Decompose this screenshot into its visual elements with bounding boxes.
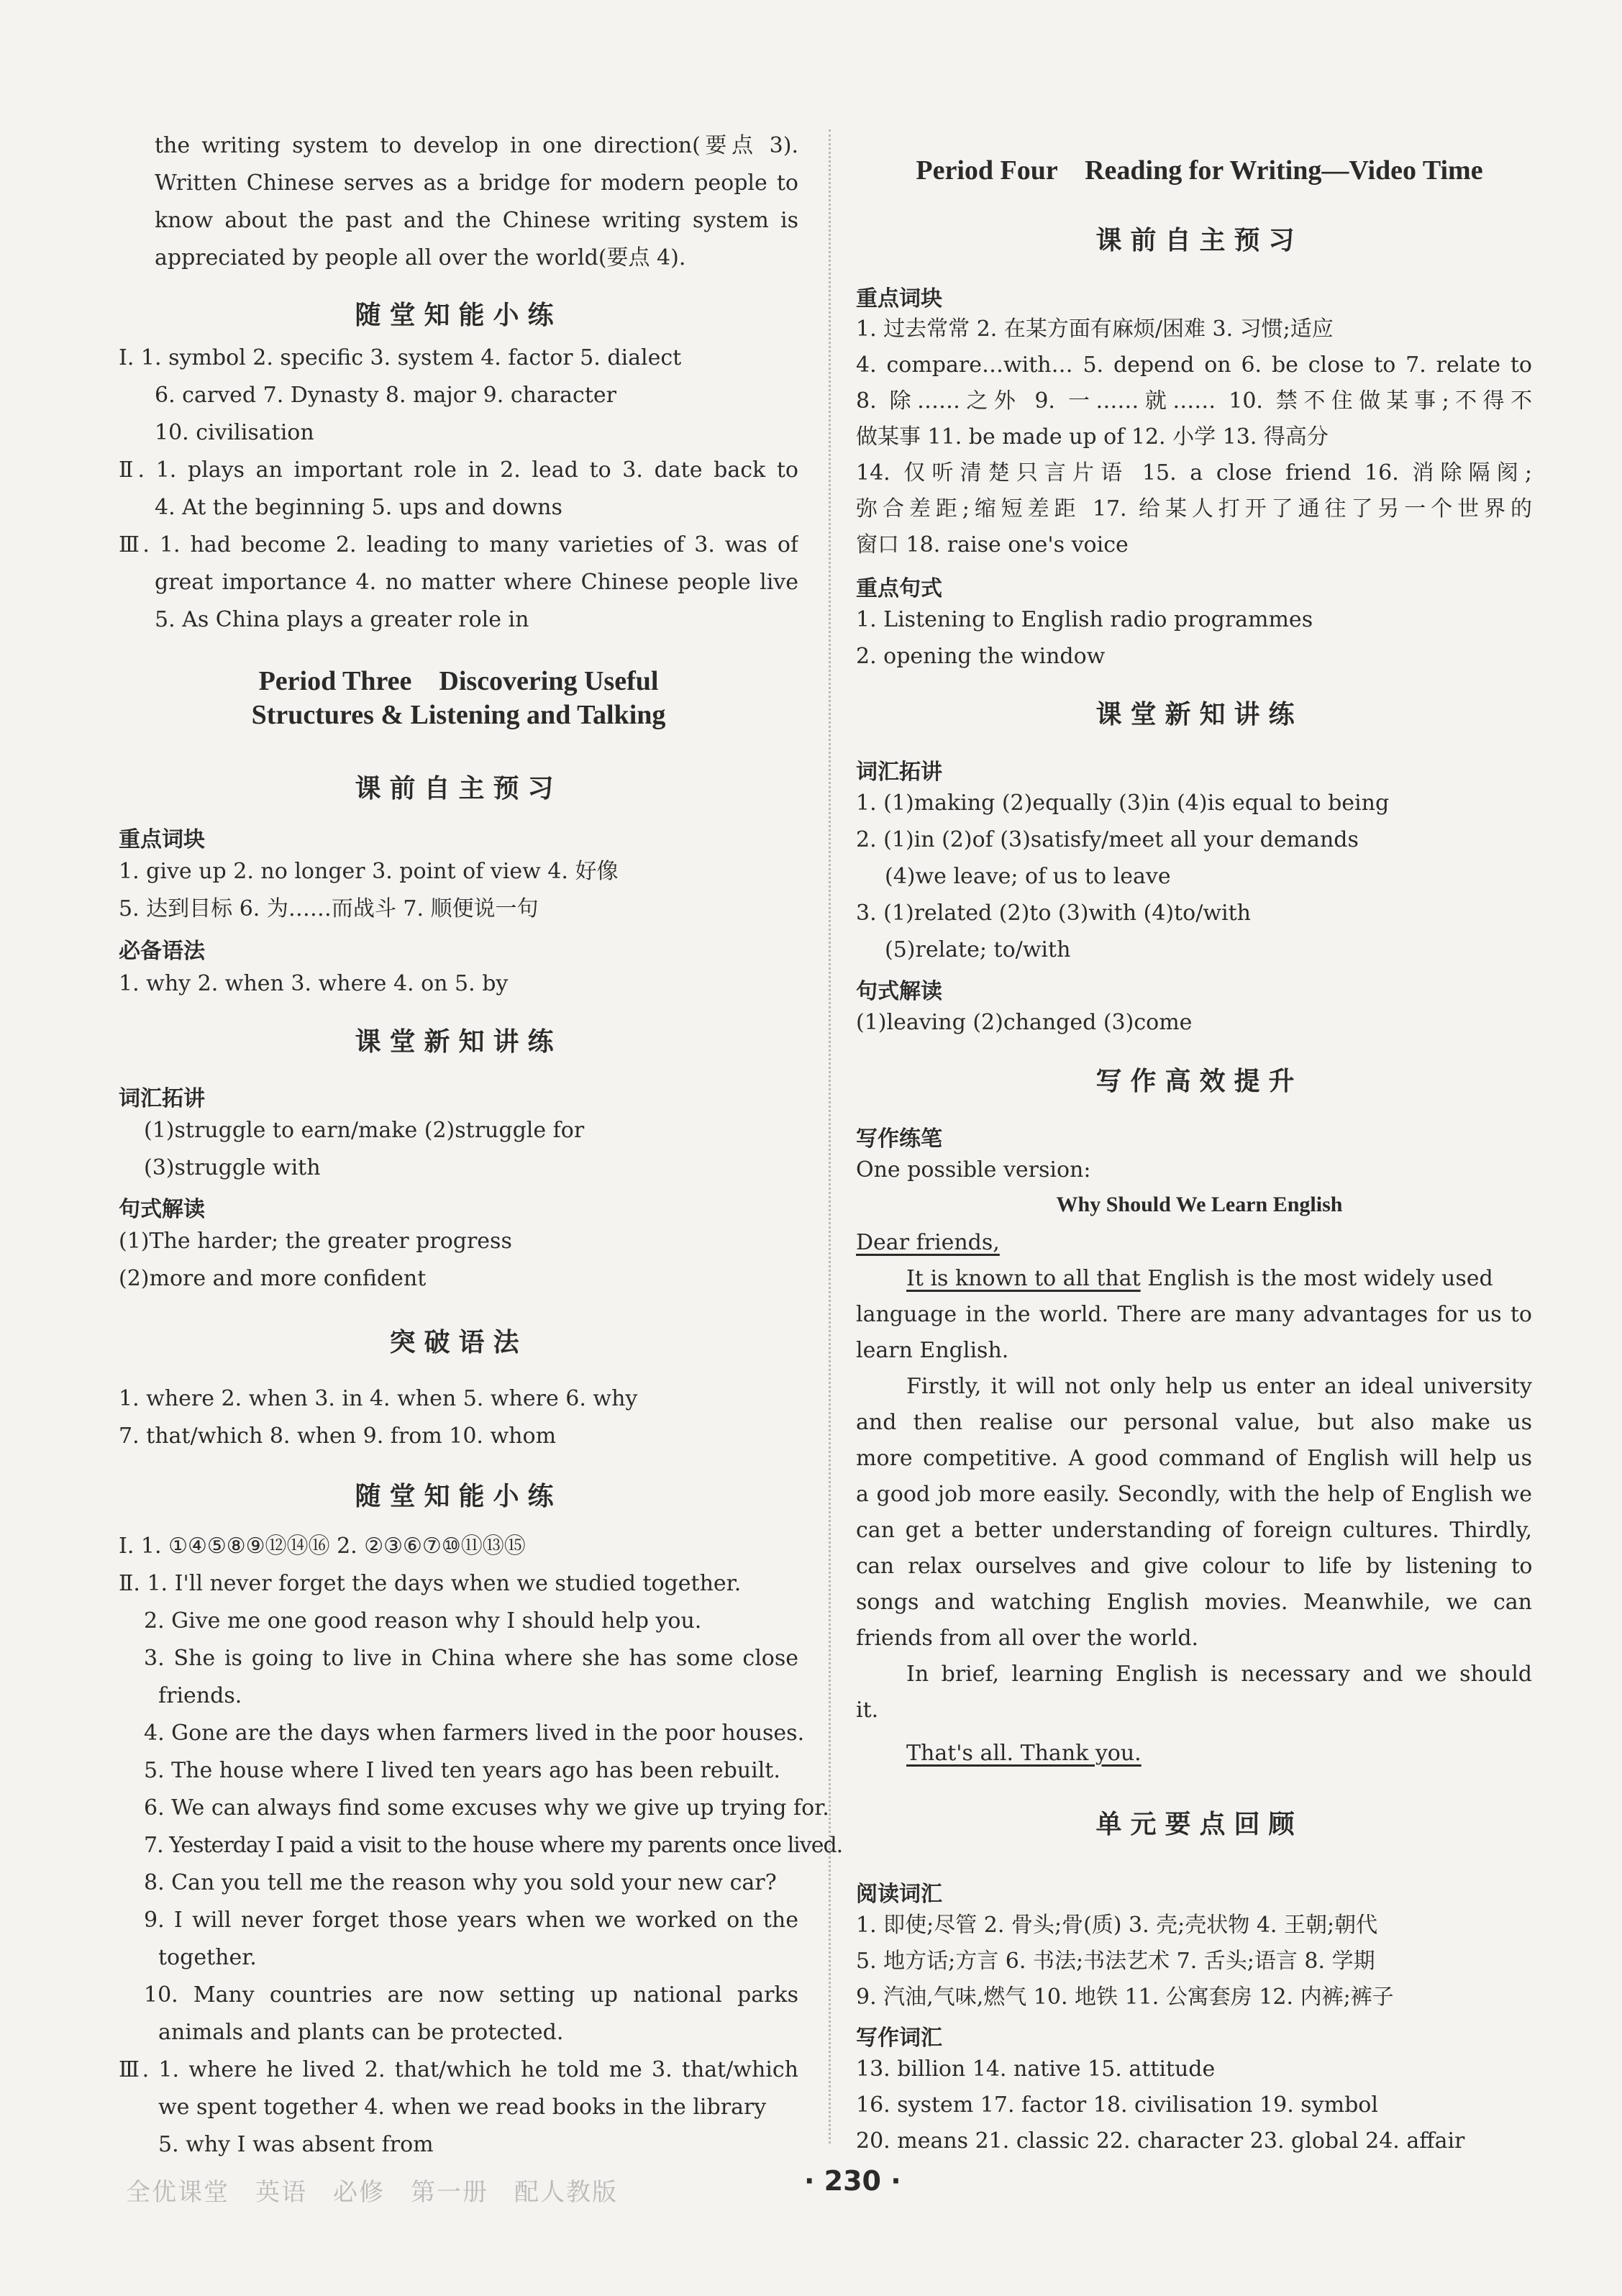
essay-line: Firstly, it will not only help us enter an ideal university: [906, 1374, 1532, 1399]
answer-line: 6. We can always find some excuses why we give up trying for.: [144, 1795, 829, 1821]
essay-line: In brief, learning English is necessary and we should: [906, 1662, 1532, 1687]
answer-line: great importance 4. no matter where Chinese people live: [155, 570, 798, 595]
answer-line: 9. I will never forget those years when we worked on the: [144, 1908, 798, 1933]
answer-line: 20. means 21. classic 22. character 23. global 24. affair: [856, 2128, 1465, 2154]
section-title-unit-review: 单元要点回顾: [1095, 1810, 1303, 1839]
answer-line: (3)struggle with: [144, 1155, 321, 1180]
essay-line: [906, 1265, 1493, 1293]
answer-line: we spent together 4. when we read books in the library: [158, 2095, 767, 2120]
answer-line: 7. that/which 8. when 9. from 10. whom: [119, 1423, 557, 1449]
answer-line: animals and plants can be protected.: [158, 2020, 564, 2045]
answer-line: 1. 即使;尽管 2. 骨头;骨(质) 3. 壳;壳状物 4. 王朝;朝代: [856, 1913, 1378, 1938]
answer-line: (5)relate; to/with: [885, 937, 1071, 962]
subheading-vocabulary: 词汇拓讲: [856, 760, 942, 785]
answer-line: Ⅰ. 1. ①④⑤⑧⑨⑫⑭⑯ 2. ②③⑥⑦⑩⑪⑬⑮: [119, 1534, 526, 1559]
subheading-reading-vocabulary: 阅读词汇: [856, 1882, 942, 1907]
answer-line: 4. compare…with… 5. depend on 6. be close to 7. relate to: [856, 352, 1532, 378]
intro-line: the writing system to develop in one direction(要点 3).: [155, 133, 798, 158]
answer-line: together.: [158, 1945, 257, 1970]
essay-line-rest: English is the most widely used: [1140, 1266, 1493, 1291]
answer-line: 1. where 2. when 3. in 4. when 5. where 6. why: [119, 1386, 638, 1411]
answer-line: 10. Many countries are now setting up national parks: [144, 1982, 798, 2008]
subheading-sentence-patterns: 句式解读: [856, 979, 942, 1004]
answer-line: 3. (1)related (2)to (3)with (4)to/with: [856, 901, 1251, 926]
period-three-subtitle: Structures & Listening and Talking: [251, 700, 666, 730]
answer-line: 2. Give me one good reason why I should help you.: [144, 1608, 702, 1634]
answer-line: 做某事 11. be made up of 12. 小学 13. 得高分: [856, 424, 1329, 450]
essay-greeting: Dear friends,: [856, 1230, 1000, 1255]
answer-line: 1. 过去常常 2. 在某方面有麻烦/困难 3. 习惯;适应: [856, 316, 1334, 342]
answer-line: 5. 达到目标 6. 为……而战斗 7. 顺便说一句: [119, 896, 539, 921]
period-four-title: Period Four Reading for Writing—Video Time: [916, 155, 1483, 186]
subheading-key-sentences: 重点句式: [856, 576, 942, 601]
answer-line: 7. Yesterday I paid a visit to the house where my parents once lived.: [144, 1833, 843, 1858]
section-title-grammar: 突破语法: [389, 1328, 528, 1357]
essay-line: language in the world. There are many advantages for us to: [856, 1302, 1532, 1327]
answer-line: 9. 汽油,气味,燃气 10. 地铁 11. 公寓套房 12. 内裤;裤子: [856, 1985, 1394, 2010]
answer-line: Ⅱ. 1. plays an important role in 2. lead to 3. date back to: [119, 457, 798, 483]
answer-line: 1. Listening to English radio programmes: [856, 607, 1313, 632]
answer-line: 窗口 18. raise one's voice: [856, 532, 1129, 557]
answer-line: (1)The harder; the greater progress: [119, 1229, 512, 1254]
essay-line: can relax ourselves and give colour to life by listening to: [856, 1554, 1532, 1579]
essay-highlight-phrase: It is known to all that: [906, 1266, 1141, 1291]
answer-line: 8. 除……之外 9. 一……就…… 10. 禁不住做某事;不得不: [856, 388, 1532, 414]
answer-line: 13. billion 14. native 15. attitude: [856, 2056, 1216, 2082]
answer-line: 5. As China plays a greater role in: [155, 607, 529, 632]
essay-title: Why Should We Learn English: [1056, 1193, 1343, 1216]
answer-line: 3. She is going to live in China where she has some close: [144, 1646, 798, 1671]
subheading-writing-practice: 写作练笔: [856, 1126, 942, 1152]
answer-line: (2)more and more confident: [119, 1266, 427, 1291]
essay-closing: That's all. Thank you.: [906, 1741, 1142, 1766]
intro-line: know about the past and the Chinese writing system is: [155, 208, 798, 233]
essay-line: a good job more easily. Secondly, with the help of English we: [856, 1482, 1532, 1507]
answer-line: Ⅲ. 1. where he lived 2. that/which he told me 3. that/which: [119, 2057, 798, 2082]
answer-line: 6. carved 7. Dynasty 8. major 9. character: [155, 383, 617, 408]
answer-line: Ⅰ. 1. symbol 2. specific 3. system 4. factor 5. dialect: [119, 345, 682, 370]
section-title-new-knowledge: 课堂新知讲练: [1095, 700, 1303, 729]
subheading-key-phrases: 重点词块: [119, 827, 205, 852]
answer-line: 5. The house where I lived ten years ago has been rebuilt.: [144, 1758, 780, 1783]
answer-line: Ⅱ. 1. I'll never forget the days when we studied together.: [119, 1571, 742, 1596]
section-title-preview: 课前自主预习: [1095, 226, 1303, 255]
essay-line: it.: [856, 1698, 879, 1723]
answer-line: 4. At the beginning 5. ups and downs: [155, 495, 562, 520]
intro-line: Written Chinese serves as a bridge for modern people to: [155, 170, 798, 196]
section-title-new-knowledge: 课堂新知讲练: [355, 1027, 562, 1057]
intro-line: appreciated by people all over the world(要点 4).: [155, 245, 686, 270]
essay-line: songs and watching English movies. Meanwhile, we can: [856, 1590, 1532, 1615]
answer-line: 1. why 2. when 3. where 4. on 5. by: [119, 971, 509, 996]
answer-line: 8. Can you tell me the reason why you sold your new car?: [144, 1870, 777, 1895]
answer-line: 2. opening the window: [856, 644, 1106, 669]
version-label: One possible version:: [856, 1157, 1091, 1183]
essay-line: friends from all over the world.: [856, 1626, 1199, 1651]
period-three-title: Period Three Discovering Useful: [258, 666, 659, 696]
answer-line: 2. (1)in (2)of (3)satisfy/meet all your demands: [856, 827, 1359, 852]
subheading-grammar: 必备语法: [119, 939, 205, 964]
subheading-vocabulary: 词汇拓讲: [119, 1086, 205, 1111]
section-title-preview: 课前自主预习: [355, 774, 562, 803]
essay-line: learn English.: [856, 1338, 1009, 1363]
answer-line: 1. give up 2. no longer 3. point of view 4. 好像: [119, 859, 619, 884]
subheading-key-phrases: 重点词块: [856, 286, 942, 311]
answer-line: 10. civilisation: [155, 420, 314, 445]
answer-line: 14. 仅听清楚只言片语 15. a close friend 16. 消除隔阂;: [856, 460, 1532, 486]
answer-line: (4)we leave; of us to leave: [885, 864, 1171, 889]
answer-line: friends.: [158, 1683, 242, 1708]
answer-line: 1. (1)making (2)equally (3)in (4)is equal to being: [856, 791, 1390, 816]
answer-line: 16. system 17. factor 18. civilisation 19. symbol: [856, 2092, 1378, 2118]
answer-line: 弥合差距;缩短差距 17. 给某人打开了通往了另一个世界的: [856, 496, 1532, 521]
answer-line: 4. Gone are the days when farmers lived in the poor houses.: [144, 1721, 805, 1746]
section-title-writing: 写作高效提升: [1095, 1067, 1303, 1096]
essay-line: can get a better understanding of foreign cultures. Thirdly,: [856, 1518, 1532, 1543]
subheading-sentence-patterns: 句式解读: [119, 1197, 205, 1222]
answer-line: Ⅲ. 1. had become 2. leading to many varieties of 3. was of: [119, 532, 798, 557]
essay-line: more competitive. A good command of English will help us: [856, 1446, 1532, 1471]
book-info-footer: 全优课堂 英语 必修 第一册 配人教版: [126, 2178, 618, 2207]
answer-line: (1)leaving (2)changed (3)come: [856, 1010, 1193, 1035]
answer-line: (1)struggle to earn/make (2)struggle for: [144, 1118, 585, 1143]
answer-line: 5. why I was absent from: [158, 2132, 434, 2157]
answer-line: 5. 地方话;方言 6. 书法;书法艺术 7. 舌头;语言 8. 学期: [856, 1949, 1375, 1974]
section-title-practice: 随堂知能小练: [355, 301, 562, 330]
essay-line: and then realise our personal value, but also make us: [856, 1410, 1532, 1435]
section-title-practice-2: 随堂知能小练: [355, 1482, 562, 1511]
page-number: · 230 ·: [804, 2165, 901, 2197]
subheading-writing-vocabulary: 写作词汇: [856, 2026, 942, 2051]
